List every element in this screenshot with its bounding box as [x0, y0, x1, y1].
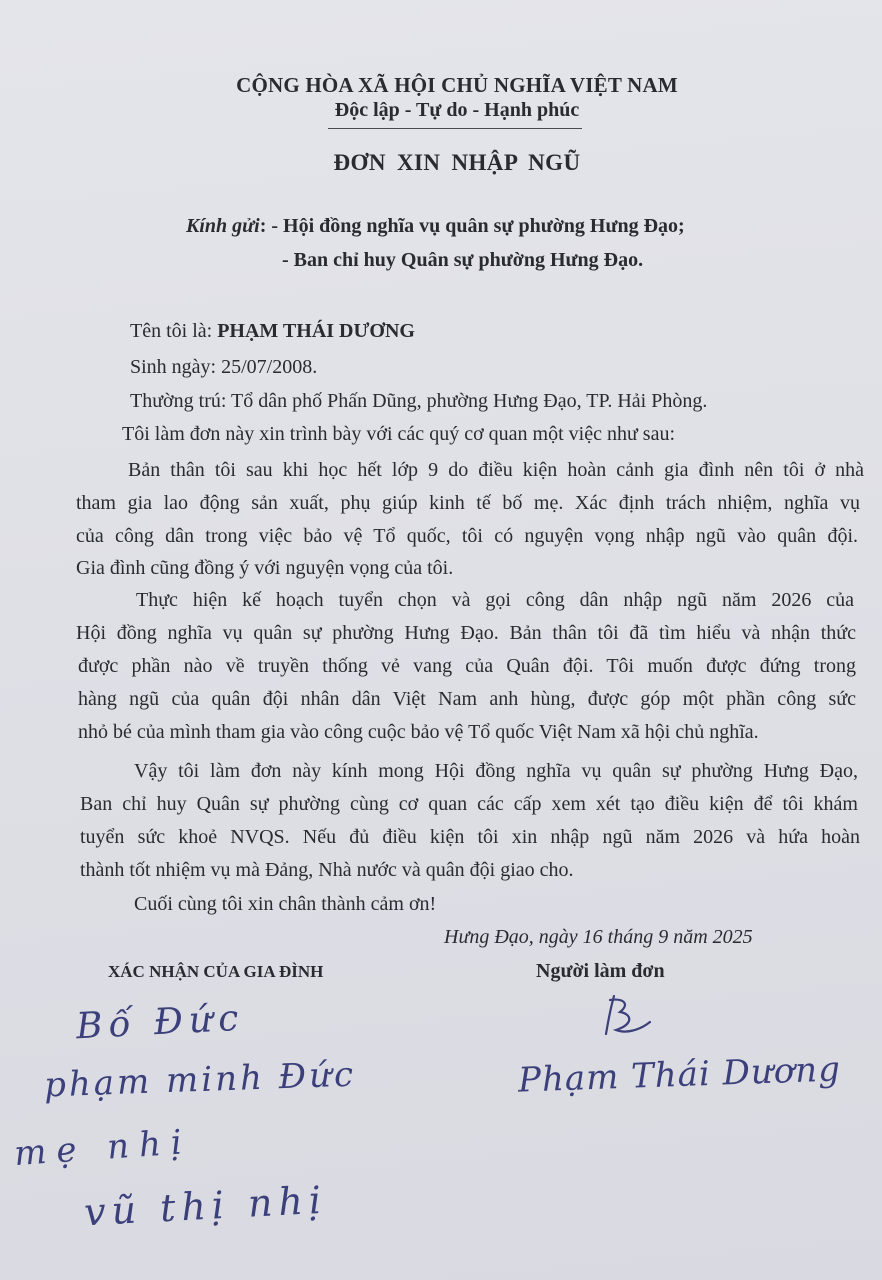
handwritten-mother-name: vũ thị nhị [83, 1177, 329, 1235]
applicant-signature-title: Người làm đơn [536, 960, 665, 982]
applicant-name: PHẠM THÁI DƯƠNG [217, 320, 415, 342]
applicant-handwritten-signature: Phạm Thái Dương [517, 1049, 842, 1101]
address-line: Thường trú: Tổ dân phố Phấn Dũng, phường Hưng Đạo, TP. Hải Phòng. [130, 390, 708, 412]
intro-line: Tôi làm đơn này xin trình bày với các quý cơ quan một việc như sau: [122, 423, 675, 445]
paragraph-1-line: Gia đình cũng đồng ý với nguyện vọng của tôi. [76, 557, 454, 579]
paragraph-2-line: Hội đồng nghĩa vụ quân sự phường Hưng Đạo. Bản thân tôi đã tìm hiểu và nhận thức [76, 622, 856, 644]
date-line: Hưng Đạo, ngày 16 tháng 9 năm 2025 [444, 926, 753, 948]
paragraph-3-line: tuyển sức khoẻ NVQS. Nếu đủ điều kiện tôi xin nhập ngũ năm 2026 và hứa hoàn [80, 826, 860, 848]
national-title: CỘNG HÒA XÃ HỘI CHỦ NGHĨA VIỆT NAM [236, 73, 678, 97]
national-motto: Độc lập - Tự do - Hạnh phúc [334, 99, 580, 121]
recipient-line-2: - Ban chỉ huy Quân sự phường Hưng Đạo. [282, 249, 644, 271]
closing-line: Cuối cùng tôi xin chân thành cảm ơn! [134, 893, 437, 915]
paragraph-1-line: tham gia lao động sản xuất, phụ giúp kinh tế bố mẹ. Xác định trách nhiệm, nghĩa vụ [76, 492, 860, 514]
document-title: ĐƠN XIN NHẬP NGŨ [333, 150, 581, 175]
salutation: Kính gửi [186, 215, 260, 237]
name-line [130, 320, 415, 343]
paragraph-2-line: nhỏ bé của mình tham gia vào công cuộc bảo vệ Tổ quốc Việt Nam xã hội chủ nghĩa. [78, 721, 759, 743]
handwritten-father-name: phạm minh Đức [43, 1054, 357, 1106]
paragraph-1-line: Bản thân tôi sau khi học hết lớp 9 do điều kiện hoàn cảnh gia đình nên tôi ở nhà [128, 459, 864, 481]
paragraph-3-line: thành tốt nhiệm vụ mà Đảng, Nhà nước và quân đội giao cho. [80, 859, 574, 881]
paragraph-1-line: của công dân trong việc bảo vệ Tổ quốc, tôi có nguyện vọng nhập ngũ vào quân đội. [76, 525, 858, 547]
paragraph-2-line: được phần nào về truyền thống vẻ vang của Quân đội. Tôi muốn được đứng trong [78, 655, 856, 677]
paragraph-3-line: Ban chỉ huy Quân sự phường cùng cơ quan các cấp xem xét tạo điều kiện để tôi khám [80, 793, 858, 815]
recipient-line-1 [186, 215, 685, 238]
motto-underline [328, 128, 582, 129]
recipient-1-text: : - Hội đồng nghĩa vụ quân sự phường Hưng Đạo; [259, 215, 685, 237]
applicant-initial-signature [590, 990, 660, 1050]
dob-line: Sinh ngày: 25/07/2008. [130, 356, 318, 378]
family-confirmation-title: XÁC NHẬN CỦA GIA ĐÌNH [108, 962, 324, 981]
handwritten-father-label: Bố Đức [75, 997, 246, 1048]
paragraph-3-line: Vậy tôi làm đơn này kính mong Hội đồng nghĩa vụ quân sự phường Hưng Đạo, [134, 760, 858, 782]
handwritten-mother-label: mẹ nhị [12, 1121, 194, 1175]
name-label: Tên tôi là: [130, 320, 218, 342]
paragraph-2-line: Thực hiện kế hoạch tuyển chọn và gọi công dân nhập ngũ năm 2026 của [136, 589, 854, 611]
paragraph-2-line: hàng ngũ của quân đội nhân dân Việt Nam anh hùng, được góp một phần công sức [78, 688, 856, 710]
